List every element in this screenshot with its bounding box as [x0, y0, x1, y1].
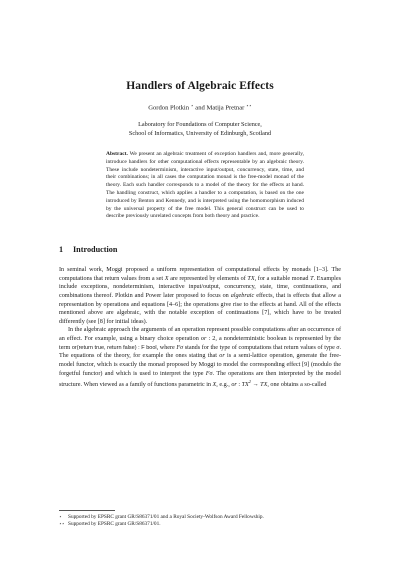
math-symbol: σ [336, 344, 340, 351]
text-run: In the algebraic approach the arguments of an operation represent possible computations after an occurrence of an effect. For example, using a binary choice operation [59, 327, 341, 342]
math-symbol: X [164, 275, 169, 282]
text-run: is a semi-lattice operation, generate the free-model functor, which is exactly the monad proposed by Moggi to model the corresponding effect [9] (modulo the forgetful functor) and which is used to interpret the type [59, 353, 341, 377]
footnote-text: Supported by EPSRC grant GR/S86371/01. [68, 521, 161, 528]
math-symbol: TX [260, 382, 268, 389]
text-run: → [250, 382, 261, 389]
abstract-label: Abstract. [106, 151, 128, 157]
emphasis: algebraic [230, 292, 255, 299]
affiliation-line: Laboratory for Foundations of Computer Science, [138, 121, 262, 128]
text-run: , e.g., [216, 382, 232, 389]
text-run: , where [156, 344, 177, 351]
math-symbol: TX [241, 382, 249, 389]
body-text [59, 266, 341, 390]
abstract-text: We present an algebraic treatment of exception handlers and, more generally, introduce handlers for other computational effects representable by an algebraic theory. These include nondeterminism, interactive input/output, concurrency, state, time, and their combinations; in all cases the computation monad is the free-model monad of the theory. Each such handler corresponds to a model of the theory for the effects at hand. The handling construct, which applies a handler to a computation, is based on the one introduced by Benton and Kennedy, and is interpreted using the homomorphism induced by the universal property of the free model. This general construct can be used to describe previously unrelated concepts from both theory and practice. [106, 151, 305, 220]
affiliation-line: School of Informatics, University of Edinburgh, Scotland [128, 129, 272, 137]
text-run: In seminal work, Moggi proposed a uniform representation of computational effects by monads [1–3]. The computations that return values from a set [59, 267, 341, 282]
text-run: : [236, 382, 242, 389]
math-symbol: or [231, 382, 237, 389]
author-name: Gordon Plotkin [148, 104, 190, 112]
text-run: , for a suitable monad [254, 275, 311, 282]
section-number: 1 [59, 245, 64, 254]
math-symbol: X [212, 382, 217, 389]
footnote-rule [59, 510, 115, 511]
text-run: . The equations of the theory, for example the ones stating that [59, 344, 341, 360]
text-run: , one obtains a so-called [267, 382, 327, 389]
math-symbol: Fσ [205, 370, 213, 377]
footnote-text: Supported by EPSRC grant GR/S86371/01 and a Royal Society-Wolfson Award Fellowship. [68, 514, 264, 520]
paragraph [59, 266, 341, 326]
math-symbol: or [219, 353, 225, 360]
section-heading [59, 245, 117, 254]
paper-title: Handlers of Algebraic Effects [126, 80, 274, 92]
text-run: effects, that is effects that allow a representation by operations and equations [4–6]; the operations give rise to the effects at hand. All of the effects mentioned above are algebraic, with the notable exception of continuations [7], which have to be treated differently (see [8] for initial ideas). [59, 292, 341, 325]
text-run: stands for the type of computations that return values of type [183, 344, 337, 351]
footnote [59, 521, 341, 528]
footnote [59, 514, 341, 521]
code-term: or(return true, return false) : F bool [71, 344, 157, 351]
author-name: Matija Pretnar [206, 104, 245, 112]
text-run: are represented by elements of [168, 275, 248, 282]
author-line [0, 103, 400, 112]
author-conjunction: and [193, 104, 207, 112]
math-symbol: T [310, 275, 314, 282]
math-symbol: or [200, 336, 207, 342]
math-superscript: 2 [248, 379, 251, 385]
abstract [106, 151, 304, 221]
footnote-marker: ⋆⋆ [59, 521, 65, 527]
footnote-marker: ⋆ [190, 103, 194, 108]
text-run: : 2, a nondeterministic boolean is represented by the term [59, 336, 341, 351]
math-symbol: TX [247, 275, 255, 282]
paragraph [59, 326, 341, 389]
footnotes [59, 514, 341, 528]
affiliation [0, 121, 400, 138]
footnote-marker: ⋆⋆ [246, 103, 252, 108]
text-run: . Examples include exceptions, nondeterminism, interactive input/output, concurrency, state, time, continuations, and combinations thereof. Plotkin and Power later proposed to focus on [59, 275, 341, 299]
text-run: . The operations are then interpreted by the model structure. When viewed as a family of functions parametric in [59, 370, 341, 389]
math-symbol: Fσ [176, 344, 184, 351]
section-title: Introduction [73, 245, 118, 254]
footnote-marker: ⋆ [59, 514, 62, 519]
